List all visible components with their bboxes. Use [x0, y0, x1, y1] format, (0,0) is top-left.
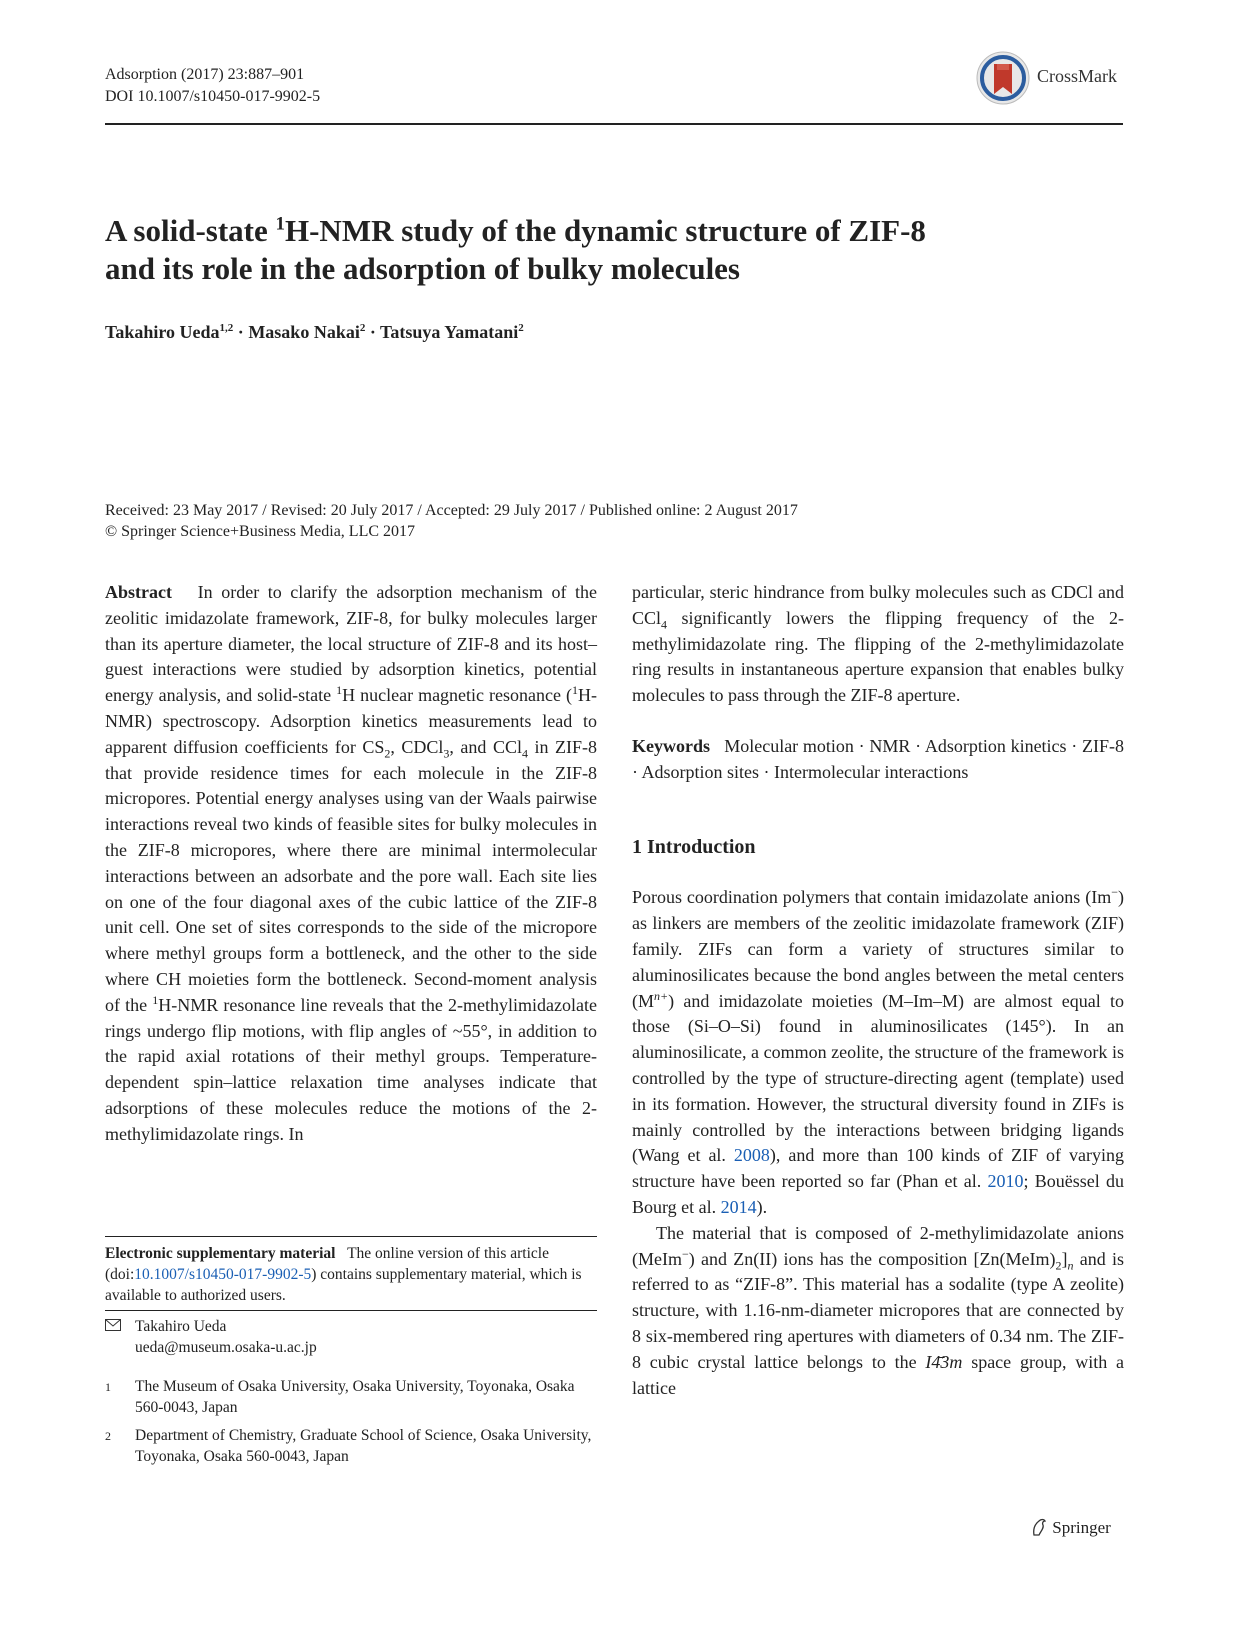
sup: −: [1111, 885, 1118, 900]
publisher-footer: [1030, 1517, 1111, 1538]
abstract-continuation: [632, 580, 1124, 709]
title-text-1: A solid-state: [105, 213, 276, 248]
space-group: I4̄3m: [925, 1351, 963, 1372]
affiliation-footnote-2: [105, 1426, 597, 1467]
author-affiliation: 1,2: [219, 322, 234, 334]
right-column: [632, 580, 1124, 1401]
abstract-text: H-NMR resonance line reveals that the 2-methylimidazolate rings undergo flip motions, with flip angles of ~55°, in addition to the rapid axial rotations of their methyl groups. Temperature-dependent spin–lattice relaxation time analyses indicate that adsorptions of these molecules reduce the motions of the 2-methylimidazolate rings. In: [105, 994, 597, 1144]
affiliation-text: The Museum of Osaka University, Osaka University, Toyonaka, Osaka 560-0043, Japan: [135, 1378, 575, 1416]
sub: 3: [443, 746, 450, 761]
sub: 4: [521, 746, 528, 761]
abstract-column: [105, 580, 597, 1148]
citation-link[interactable]: 2014: [720, 1196, 757, 1217]
body-text: ]: [1061, 1248, 1068, 1269]
abstract-label: Abstract: [105, 582, 172, 602]
body-text: ; Bouëssel du Bourg et al.: [632, 1171, 1125, 1217]
sup: 1: [336, 683, 343, 698]
author-separator: ·: [233, 322, 249, 342]
body-text: ), and more than 100 kinds of ZIF of varying structure have been reported so far (Phan et al.: [632, 1145, 1125, 1192]
sup: −: [681, 1246, 689, 1261]
abstract-paragraph: [105, 580, 597, 1148]
body-text: ) and imidazolate moieties (M–Im–M) are almost equal to those (Si–O–Si) found in aluminosilicates (145°). In an aluminosilicate, a common zeolite, the structure of the framework is controlled by the type of structure-directing agent (template) used in its formation. However, the structural diversity found in ZIFs is mainly controlled by the interactions between bridging ligands (Wang et al.: [632, 990, 1124, 1166]
citation-link[interactable]: 2008: [733, 1145, 770, 1166]
title-sup: 1: [275, 213, 285, 235]
sub: n: [1067, 1258, 1074, 1273]
esm-text: The online version of this article (doi:: [105, 1245, 549, 1283]
history-line: Received: 23 May 2017 / Revised: 20 July 2017 / Accepted: 29 July 2017 / Published online: 2 August 2017: [105, 502, 798, 519]
paper-title: [105, 212, 1115, 288]
title-text-3: and its role in the adsorption of bulky molecules: [105, 251, 741, 286]
doi-line: DOI 10.1007/s10450-017-9902-5: [105, 88, 321, 105]
abstract-text: and CCl: [632, 582, 1124, 628]
abstract-text: in ZIF-8 that provide residence times for each molecule in the ZIF-8 micropores. Potential energy analyses using van der Waals pairwise interactions reveal two kinds of feasible sites for bulky molecules in the ZIF-8 micropores, where there are minimal intermolecular interactions between an adsorbate and the pore wall. Each site lies on one of the four diagonal axes of the cubic lattice of the ZIF-8 unit cell. One set of sites corresponds to the side of the micropore where methyl groups form a bottleneck, and the other to the side where CH moieties form the bottleneck. Second-moment analysis of the: [105, 736, 598, 1015]
intro-paragraph-1: [632, 885, 1124, 1220]
abstract-text: In order to clarify the adsorption mechanism of the zeolitic imidazolate framework, ZIF-8, for bulky molecules larger than its aperture diameter, the local structure of ZIF-8 and its host–guest interactions were studied by adsorption kinetics, potential energy analysis, and solid-state: [105, 582, 597, 706]
header-rule: [105, 123, 1123, 125]
publisher-name: Springer: [1052, 1518, 1111, 1537]
crossmark-icon: [975, 50, 1035, 106]
author-name: Tatsuya Yamatani: [380, 322, 519, 342]
journal-citation: Adsorption (2017) 23:887–901: [105, 66, 305, 83]
author-affiliation: 2: [359, 322, 366, 334]
sub: 2: [1055, 1258, 1062, 1273]
sub: 4: [661, 617, 668, 632]
intro-paragraph-2: [632, 1221, 1124, 1402]
esm-text: ) contains supplementary material, which is available to authorized users.: [105, 1266, 582, 1304]
abstract-text: H-NMR) spectroscopy. Adsorption kinetics measurements lead to apparent diffusion coefficients for CS: [105, 685, 597, 757]
body-text: ) as linkers are members of the zeolitic imidazolate framework (ZIF) family. ZIFs can form a variety of structures similar to aluminosilicates because the bond angles between the metal centers (M: [632, 887, 1124, 1011]
keywords: [632, 734, 1124, 786]
body-text: Porous coordination polymers that contain imidazolate anions (Im: [632, 887, 1112, 908]
keywords-label: Keywords: [632, 735, 710, 756]
author-affiliation: 2: [518, 322, 524, 334]
sup: 1: [152, 992, 159, 1007]
affiliation-text: Department of Chemistry, Graduate School of Science, Osaka University, Toyonaka, Osaka 560-0043, Japan: [135, 1427, 592, 1465]
esm-label: Electronic supplementary material: [105, 1245, 336, 1262]
author-separator: ·: [365, 322, 381, 342]
sup: n+: [654, 988, 669, 1003]
springer-horse-icon: [1030, 1517, 1048, 1537]
footnote-rule: [105, 1310, 597, 1311]
sup: 1: [571, 683, 578, 698]
contact-email[interactable]: ueda@museum.osaka-u.ac.jp: [135, 1338, 317, 1356]
abstract-text: , CDCl: [390, 736, 444, 757]
supplementary-note: [105, 1243, 597, 1306]
footnote-mark: 2: [105, 1429, 111, 1443]
author-list: [105, 322, 524, 343]
crossmark-badge[interactable]: [975, 50, 1123, 106]
contact-footnote: [105, 1317, 597, 1358]
body-text: The material that is composed of 2-methylimidazolate anions (MeIm: [632, 1222, 1124, 1269]
envelope-icon: [105, 1317, 121, 1338]
abstract-text: , and CCl: [449, 736, 522, 757]
contact-name: Takahiro Ueda: [135, 1318, 227, 1335]
publication-dates: [105, 500, 798, 542]
journal-header: [105, 64, 320, 108]
affiliation-footnote-1: [105, 1377, 597, 1418]
section-heading: 1 Introduction: [632, 835, 756, 858]
abstract-text: significantly lowers the flipping frequency of the 2-methylimidazolate ring. The flipping of the 2-methylimidazolate ring results in instantaneous aperture expansion that enables bulky molecules to pass through the ZIF-8 aperture.: [632, 607, 1124, 706]
body-text: and is referred to as “ZIF-8”. This material has a sodalite (type A zeolite) structure, with 1.16-nm-diameter micropores that are connected by 8 six-membered ring apertures with diameters of 0.34 nm. The ZIF-8 cubic crystal lattice belongs to the: [632, 1248, 1124, 1372]
abstract-text: particular, steric hindrance from bulky molecules such as CDCl: [632, 582, 1094, 602]
body-text: ).: [756, 1196, 768, 1217]
author-name: Takahiro Ueda: [105, 322, 220, 342]
keywords-text: Molecular motion · NMR · Adsorption kinetics · ZIF-8 · Adsorption sites · Intermolecular interactions: [632, 735, 1125, 782]
crossmark-label: CrossMark: [1037, 66, 1117, 86]
body-text: space group, with a lattice: [632, 1351, 1124, 1398]
body-text: ) and Zn(II) ions has the composition [Zn(MeIm): [688, 1248, 1056, 1269]
author-name: Masako Nakai: [248, 322, 360, 342]
sub: 2: [384, 746, 391, 761]
title-text-2: H-NMR study of the dynamic structure of ZIF-8: [285, 213, 926, 248]
abstract-text: H nuclear magnetic resonance (: [342, 685, 572, 706]
doi-link[interactable]: 10.1007/s10450-017-9902-5: [134, 1266, 312, 1283]
esm-rule: [105, 1236, 597, 1237]
citation-link[interactable]: 2010: [987, 1171, 1024, 1192]
footnote-mark: 1: [105, 1380, 111, 1394]
copyright-line: © Springer Science+Business Media, LLC 2017: [105, 523, 416, 540]
